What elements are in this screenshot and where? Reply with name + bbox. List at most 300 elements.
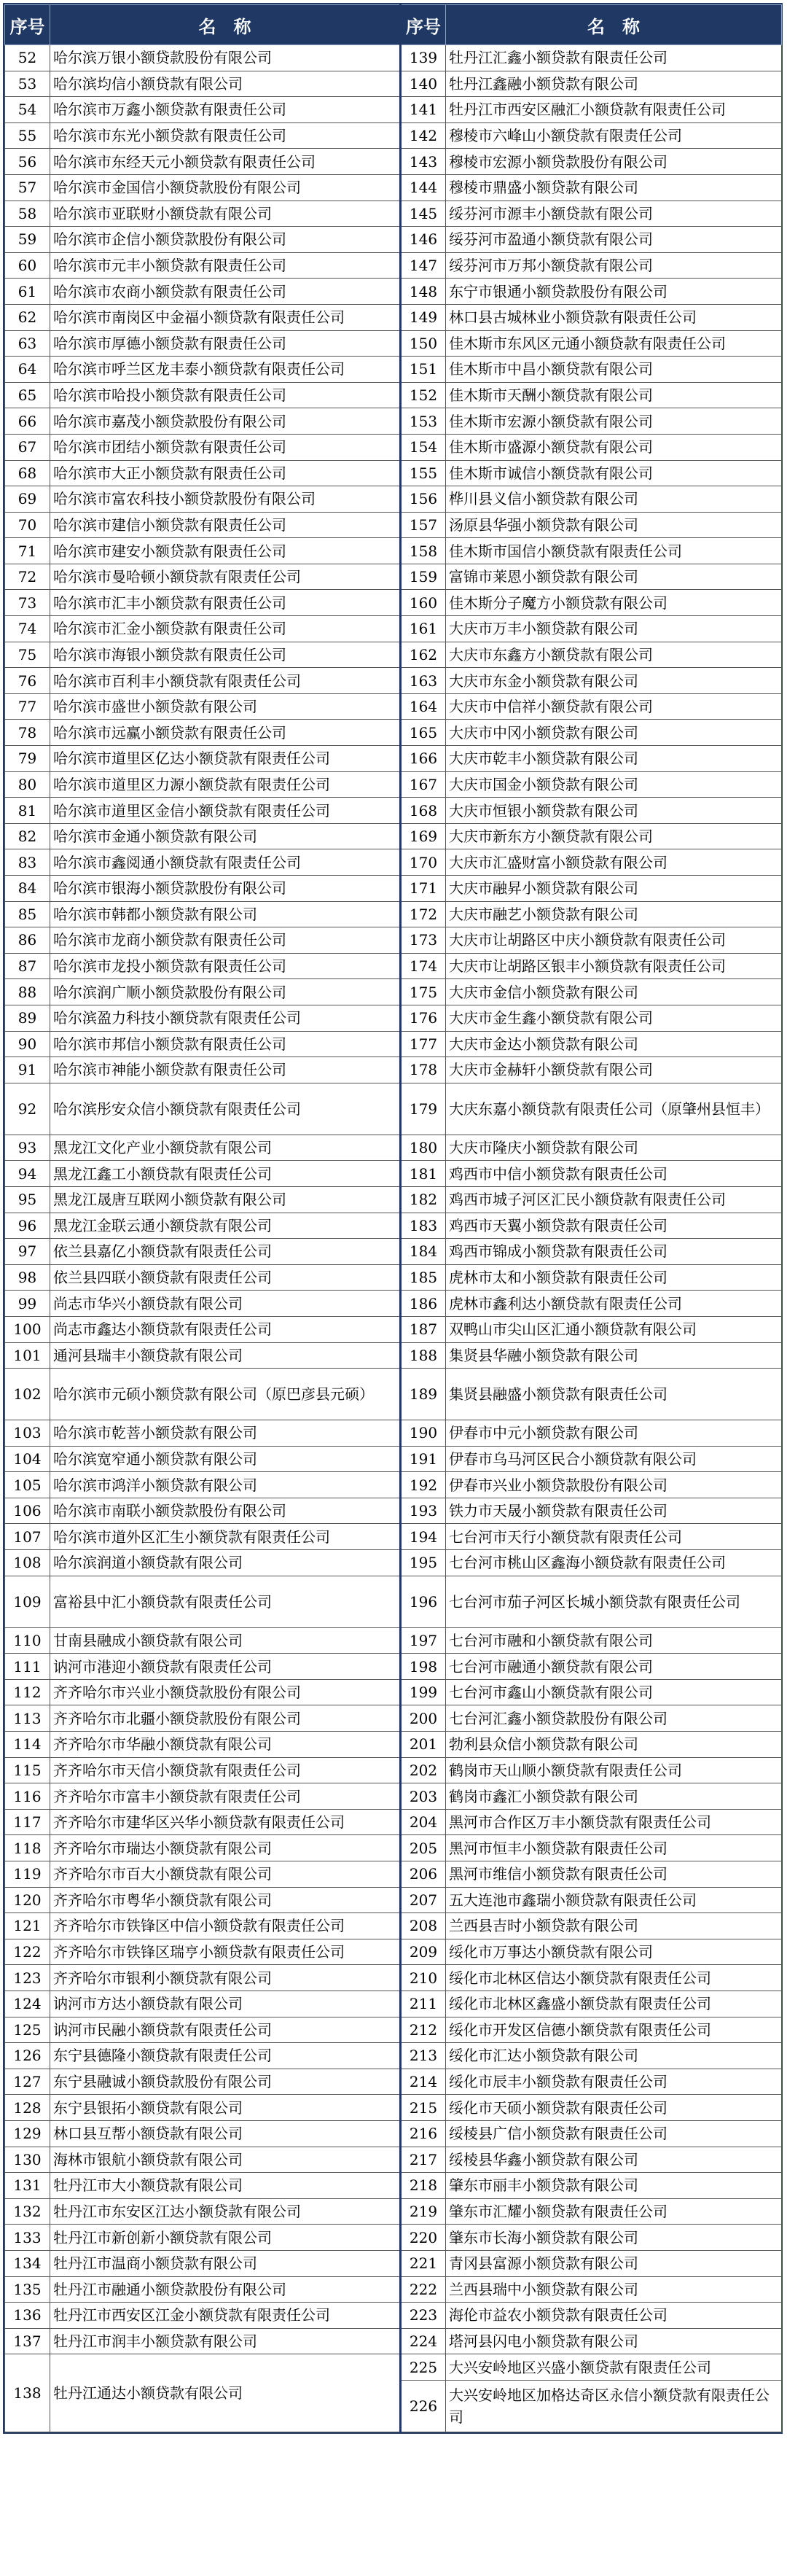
table-row	[5, 1057, 782, 1083]
table-row	[5, 2043, 782, 2069]
company-name: 哈尔滨市神能小额贷款有限责任公司	[50, 1057, 401, 1083]
row-number: 57	[5, 174, 50, 201]
table-row	[5, 1913, 782, 1939]
company-name: 七台河市天行小额贷款有限责任公司	[446, 1524, 782, 1550]
company-name: 牡丹江市融通小额贷款股份有限公司	[50, 2276, 401, 2303]
row-number: 155	[401, 460, 446, 486]
row-number: 131	[5, 2173, 50, 2199]
row-number: 115	[5, 1757, 50, 1783]
row-number: 214	[401, 2069, 446, 2095]
row-number: 144	[401, 174, 446, 201]
table-row	[5, 538, 782, 564]
company-name: 富裕县中汇小额贷款有限责任公司	[50, 1576, 401, 1627]
company-name: 齐齐哈尔市铁锋区中信小额贷款有限责任公司	[50, 1913, 401, 1939]
row-number: 201	[401, 1732, 446, 1758]
table-row	[5, 823, 782, 849]
row-number: 193	[401, 1498, 446, 1524]
company-name: 绥化市北林区信达小额贷款有限责任公司	[446, 1965, 782, 1991]
row-number: 203	[401, 1783, 446, 1810]
company-name: 哈尔滨市金国信小额贷款股份有限公司	[50, 174, 401, 201]
table-row	[5, 1809, 782, 1835]
company-name: 哈尔滨万银小额贷款股份有限公司	[50, 45, 401, 71]
company-name: 海伦市益农小额贷款有限责任公司	[446, 2303, 782, 2329]
company-name: 集贤县华融小额贷款有限公司	[446, 1342, 782, 1369]
company-name: 林口县互帮小额贷款有限公司	[50, 2120, 401, 2147]
row-number: 83	[5, 849, 50, 876]
row-number: 181	[401, 1161, 446, 1187]
table-row	[5, 1083, 782, 1135]
company-name: 哈尔滨市万鑫小额贷款有限责任公司	[50, 97, 401, 123]
company-name: 哈尔滨市富农科技小额贷款股份有限公司	[50, 486, 401, 513]
company-name: 哈尔滨彤安众信小额贷款有限责任公司	[50, 1083, 401, 1135]
company-name: 哈尔滨盈力科技小额贷款有限责任公司	[50, 1005, 401, 1031]
company-name: 穆棱市鼎盛小额贷款有限公司	[446, 174, 782, 201]
table-row	[5, 1732, 782, 1758]
company-name: 牡丹江市新创新小额贷款有限公司	[50, 2225, 401, 2251]
row-number: 78	[5, 720, 50, 746]
row-number: 202	[401, 1757, 446, 1783]
row-number: 191	[401, 1446, 446, 1472]
table-row	[5, 71, 782, 97]
company-name: 绥化市天硕小额贷款有限责任公司	[446, 2095, 782, 2121]
row-number: 162	[401, 642, 446, 668]
table-row	[5, 616, 782, 642]
row-number: 72	[5, 564, 50, 590]
row-number: 133	[5, 2225, 50, 2251]
company-name: 哈尔滨市银海小额贷款股份有限公司	[50, 876, 401, 902]
company-name: 大庆市中信祥小额贷款有限公司	[446, 693, 782, 720]
company-name: 哈尔滨市元硕小额贷款有限公司（原巴彦县元硕）	[50, 1369, 401, 1420]
row-number: 170	[401, 849, 446, 876]
table-row	[5, 1316, 782, 1342]
row-number: 128	[5, 2095, 50, 2121]
row-number: 100	[5, 1316, 50, 1342]
table-row	[5, 1887, 782, 1913]
row-number: 139	[401, 45, 446, 71]
company-name: 鹤岗市鑫汇小额贷款有限公司	[446, 1783, 782, 1810]
row-number: 192	[401, 1472, 446, 1498]
company-name: 林口县古城林业小额贷款有限责任公司	[446, 304, 782, 330]
row-number: 134	[5, 2250, 50, 2276]
company-name: 牡丹江市润丰小额贷款有限公司	[50, 2328, 401, 2354]
row-number: 140	[401, 71, 446, 97]
company-name: 哈尔滨宽窄通小额贷款有限公司	[50, 1446, 401, 1472]
row-number: 77	[5, 693, 50, 720]
table-row	[5, 408, 782, 435]
company-name: 哈尔滨市鑫阅通小额贷款有限责任公司	[50, 849, 401, 876]
row-number: 63	[5, 330, 50, 357]
company-name: 哈尔滨市嘉茂小额贷款股份有限公司	[50, 408, 401, 435]
row-number: 86	[5, 927, 50, 954]
company-name: 绥棱县广信小额贷款有限责任公司	[446, 2120, 782, 2147]
table-row	[5, 953, 782, 979]
row-number: 174	[401, 953, 446, 979]
row-number: 180	[401, 1135, 446, 1161]
company-name: 黑河市合作区万丰小额贷款有限责任公司	[446, 1809, 782, 1835]
company-name: 绥化市开发区信德小额贷款有限责任公司	[446, 2017, 782, 2043]
company-name: 哈尔滨市盛世小额贷款有限公司	[50, 693, 401, 720]
table-row	[5, 2095, 782, 2121]
row-number: 164	[401, 693, 446, 720]
row-number: 56	[5, 149, 50, 175]
row-number: 69	[5, 486, 50, 513]
company-name: 牡丹江市西安区融汇小额贷款有限责任公司	[446, 97, 782, 123]
company-name: 东宁县德隆小额贷款有限责任公司	[50, 2043, 401, 2069]
table-row	[5, 2069, 782, 2095]
row-number: 169	[401, 823, 446, 849]
row-number: 137	[5, 2328, 50, 2354]
table-row	[5, 2276, 782, 2303]
company-name: 哈尔滨市百利丰小额贷款有限责任公司	[50, 668, 401, 694]
company-name: 肇东市汇耀小额贷款有限责任公司	[446, 2198, 782, 2225]
company-name: 佳木斯分子魔方小额贷款有限公司	[446, 590, 782, 616]
company-name: 哈尔滨市金通小额贷款有限公司	[50, 823, 401, 849]
company-name: 桦川县义信小额贷款有限公司	[446, 486, 782, 513]
company-name: 大庆市金赫轩小额贷款有限公司	[446, 1057, 782, 1083]
table-row	[5, 771, 782, 798]
table-row	[5, 304, 782, 330]
row-number: 123	[5, 1965, 50, 1991]
company-name: 富锦市莱恩小额贷款有限公司	[446, 564, 782, 590]
row-number: 211	[401, 1991, 446, 2017]
table-row	[5, 2017, 782, 2043]
table-row	[5, 460, 782, 486]
table-row	[5, 1783, 782, 1810]
company-name: 五大连池市鑫瑞小额贷款有限责任公司	[446, 1887, 782, 1913]
company-name: 绥化市万事达小额贷款有限公司	[446, 1939, 782, 1965]
row-number: 60	[5, 252, 50, 279]
row-number: 126	[5, 2043, 50, 2069]
table-header	[5, 5, 782, 45]
company-name: 黑河市恒丰小额贷款有限责任公司	[446, 1835, 782, 1861]
company-name: 哈尔滨市团结小额贷款有限责任公司	[50, 434, 401, 460]
table-row	[5, 1239, 782, 1265]
company-name: 哈尔滨市元丰小额贷款有限责任公司	[50, 252, 401, 279]
row-number: 210	[401, 1965, 446, 1991]
company-name: 哈尔滨市曼哈顿小额贷款有限责任公司	[50, 564, 401, 590]
row-number: 149	[401, 304, 446, 330]
row-number: 220	[401, 2225, 446, 2251]
company-name: 大庆市汇盛财富小额贷款有限公司	[446, 849, 782, 876]
row-number: 122	[5, 1939, 50, 1965]
table-row	[5, 642, 782, 668]
company-name: 尚志市华兴小额贷款有限公司	[50, 1291, 401, 1317]
company-name: 哈尔滨市哈投小额贷款有限责任公司	[50, 382, 401, 408]
company-name: 齐齐哈尔市建华区兴华小额贷款有限责任公司	[50, 1809, 401, 1835]
table-row	[5, 1161, 782, 1187]
row-number: 152	[401, 382, 446, 408]
table-row	[5, 1213, 782, 1239]
company-name: 哈尔滨市亚联财小额贷款有限公司	[50, 201, 401, 227]
company-name: 大兴安岭地区加格达奇区永信小额贷款有限责任公司	[446, 2380, 782, 2432]
row-number: 121	[5, 1913, 50, 1939]
company-name: 大庆市让胡路区中庆小额贷款有限责任公司	[446, 927, 782, 954]
table-row	[5, 279, 782, 305]
company-name: 黑龙江金联云通小额贷款有限公司	[50, 1213, 401, 1239]
row-number: 66	[5, 408, 50, 435]
row-number: 101	[5, 1342, 50, 1369]
row-number: 209	[401, 1939, 446, 1965]
company-name: 哈尔滨市道里区金信小额贷款有限责任公司	[50, 798, 401, 824]
header-num-right: 序号	[401, 5, 446, 45]
row-number: 159	[401, 564, 446, 590]
row-number: 198	[401, 1654, 446, 1680]
company-name: 哈尔滨市韩都小额贷款有限公司	[50, 901, 401, 927]
table-row	[5, 1472, 782, 1498]
table-row	[5, 2328, 782, 2354]
company-name: 哈尔滨市乾菩小额贷款有限公司	[50, 1420, 401, 1447]
company-name: 齐齐哈尔市铁锋区瑞亨小额贷款有限责任公司	[50, 1939, 401, 1965]
table-row	[5, 486, 782, 513]
row-number: 79	[5, 746, 50, 772]
company-name: 七台河市鑫山小额贷款有限公司	[446, 1679, 782, 1705]
row-number: 75	[5, 642, 50, 668]
table-row	[5, 927, 782, 954]
company-name: 哈尔滨市南岗区中金福小额贷款有限责任公司	[50, 304, 401, 330]
company-name: 大庆市东金小额贷款有限公司	[446, 668, 782, 694]
company-name: 绥化市辰丰小额贷款有限责任公司	[446, 2069, 782, 2095]
row-number: 98	[5, 1264, 50, 1291]
company-name: 哈尔滨市道外区汇生小额贷款有限责任公司	[50, 1524, 401, 1550]
row-number: 138	[5, 2354, 50, 2432]
company-name: 哈尔滨市远赢小额贷款有限责任公司	[50, 720, 401, 746]
table-row	[5, 1420, 782, 1447]
table-row	[5, 122, 782, 149]
company-name: 齐齐哈尔市天信小额贷款有限责任公司	[50, 1757, 401, 1783]
company-name: 汤原县华强小额贷款有限公司	[446, 512, 782, 538]
row-number: 167	[401, 771, 446, 798]
header-name-right: 名 称	[446, 5, 782, 45]
row-number: 62	[5, 304, 50, 330]
company-name: 佳木斯市宏源小额贷款有限公司	[446, 408, 782, 435]
company-name: 哈尔滨润道小额贷款有限公司	[50, 1550, 401, 1576]
row-number: 194	[401, 1524, 446, 1550]
row-number: 218	[401, 2173, 446, 2199]
row-number: 130	[5, 2147, 50, 2173]
row-number: 158	[401, 538, 446, 564]
row-number: 171	[401, 876, 446, 902]
company-name: 黑龙江晟唐互联网小额贷款有限公司	[50, 1186, 401, 1213]
row-number: 199	[401, 1679, 446, 1705]
row-number: 112	[5, 1679, 50, 1705]
row-number: 141	[401, 97, 446, 123]
table-row	[5, 1965, 782, 1991]
company-name: 齐齐哈尔市兴业小额贷款股份有限公司	[50, 1679, 401, 1705]
company-name: 大庆市东鑫方小额贷款有限公司	[446, 642, 782, 668]
company-name: 绥芬河市源丰小额贷款有限公司	[446, 201, 782, 227]
company-name: 齐齐哈尔市百大小额贷款有限公司	[50, 1861, 401, 1888]
company-name: 大庆市让胡路区银丰小额贷款有限责任公司	[446, 953, 782, 979]
company-name: 讷河市港迎小额贷款有限责任公司	[50, 1654, 401, 1680]
company-name: 绥芬河市盈通小额贷款有限公司	[446, 227, 782, 253]
row-number: 225	[401, 2354, 446, 2381]
row-number: 70	[5, 512, 50, 538]
company-name: 东宁县银拓小额贷款有限公司	[50, 2095, 401, 2121]
table-row	[5, 2303, 782, 2329]
row-number: 82	[5, 823, 50, 849]
company-name: 鸡西市锦成小额贷款有限责任公司	[446, 1239, 782, 1265]
row-number: 160	[401, 590, 446, 616]
row-number: 166	[401, 746, 446, 772]
row-number: 151	[401, 357, 446, 383]
company-name: 通河县瑞丰小额贷款有限公司	[50, 1342, 401, 1369]
table-row	[5, 1342, 782, 1369]
row-number: 113	[5, 1705, 50, 1732]
table-row	[5, 1627, 782, 1654]
company-name: 哈尔滨市南联小额贷款股份有限公司	[50, 1498, 401, 1524]
table-row	[5, 1524, 782, 1550]
table-row	[5, 357, 782, 383]
company-name: 哈尔滨润广顺小额贷款股份有限公司	[50, 979, 401, 1005]
row-number: 97	[5, 1239, 50, 1265]
row-number: 148	[401, 279, 446, 305]
row-number: 184	[401, 1239, 446, 1265]
row-number: 186	[401, 1291, 446, 1317]
table-row	[5, 1186, 782, 1213]
company-name: 牡丹江市西安区江金小额贷款有限责任公司	[50, 2303, 401, 2329]
row-number: 223	[401, 2303, 446, 2329]
header-name-left: 名 称	[50, 5, 401, 45]
table-row	[5, 720, 782, 746]
row-number: 59	[5, 227, 50, 253]
row-number: 102	[5, 1369, 50, 1420]
table-row	[5, 901, 782, 927]
table-row	[5, 252, 782, 279]
row-number: 196	[401, 1576, 446, 1627]
row-number: 118	[5, 1835, 50, 1861]
company-name: 伊春市兴业小额贷款股份有限公司	[446, 1472, 782, 1498]
company-name: 牡丹江汇鑫小额贷款有限责任公司	[446, 45, 782, 71]
company-name: 大庆市恒银小额贷款有限公司	[446, 798, 782, 824]
row-number: 114	[5, 1732, 50, 1758]
row-number: 132	[5, 2198, 50, 2225]
company-name: 哈尔滨市农商小额贷款有限责任公司	[50, 279, 401, 305]
row-number: 80	[5, 771, 50, 798]
company-name: 绥棱县华鑫小额贷款有限公司	[446, 2147, 782, 2173]
company-name: 兰西县瑞中小额贷款有限公司	[446, 2276, 782, 2303]
company-name: 牡丹江市东安区江达小额贷款有限公司	[50, 2198, 401, 2225]
company-name: 齐齐哈尔市瑞达小额贷款有限公司	[50, 1835, 401, 1861]
company-name: 佳木斯市国信小额贷款有限责任公司	[446, 538, 782, 564]
row-number: 61	[5, 279, 50, 305]
table-row	[5, 1369, 782, 1420]
table-row	[5, 2173, 782, 2199]
row-number: 125	[5, 2017, 50, 2043]
company-name: 兰西县吉时小额贷款有限公司	[446, 1913, 782, 1939]
row-number: 124	[5, 1991, 50, 2017]
company-name: 鸡西市天翼小额贷款有限责任公司	[446, 1213, 782, 1239]
company-name: 牡丹江通达小额贷款有限公司	[50, 2354, 401, 2432]
company-name: 哈尔滨市道里区力源小额贷款有限责任公司	[50, 771, 401, 798]
table-row	[5, 1446, 782, 1472]
table-row	[5, 1576, 782, 1627]
row-number: 64	[5, 357, 50, 383]
row-number: 206	[401, 1861, 446, 1888]
company-name: 大庆市国金小额贷款有限公司	[446, 771, 782, 798]
company-name: 绥化市汇达小额贷款有限公司	[446, 2043, 782, 2069]
company-name: 七台河市融通小额贷款有限公司	[446, 1654, 782, 1680]
row-number: 110	[5, 1627, 50, 1654]
row-number: 84	[5, 876, 50, 902]
row-number: 54	[5, 97, 50, 123]
table-row	[5, 1705, 782, 1732]
row-number: 212	[401, 2017, 446, 2043]
row-number: 99	[5, 1291, 50, 1317]
row-number: 222	[401, 2276, 446, 2303]
table-row	[5, 2225, 782, 2251]
row-number: 168	[401, 798, 446, 824]
row-number: 127	[5, 2069, 50, 2095]
company-name: 齐齐哈尔市粤华小额贷款有限公司	[50, 1887, 401, 1913]
company-name: 哈尔滨均信小额贷款有限公司	[50, 71, 401, 97]
company-name: 依兰县四联小额贷款有限责任公司	[50, 1264, 401, 1291]
table-row	[5, 45, 782, 71]
company-name: 哈尔滨市汇金小额贷款有限责任公司	[50, 616, 401, 642]
row-number: 119	[5, 1861, 50, 1888]
row-number: 173	[401, 927, 446, 954]
table-row	[5, 2198, 782, 2225]
row-number: 183	[401, 1213, 446, 1239]
company-name: 七台河市茄子河区长城小额贷款有限责任公司	[446, 1576, 782, 1627]
company-name: 依兰县嘉亿小额贷款有限责任公司	[50, 1239, 401, 1265]
table-row	[5, 227, 782, 253]
row-number: 219	[401, 2198, 446, 2225]
row-number: 224	[401, 2328, 446, 2354]
company-name: 哈尔滨市龙商小额贷款有限责任公司	[50, 927, 401, 954]
company-name: 勃利县众信小额贷款有限公司	[446, 1732, 782, 1758]
table-row	[5, 1031, 782, 1057]
company-name: 绥芬河市万邦小额贷款有限公司	[446, 252, 782, 279]
table-row	[5, 668, 782, 694]
row-number: 156	[401, 486, 446, 513]
row-number: 205	[401, 1835, 446, 1861]
row-number: 157	[401, 512, 446, 538]
table-row	[5, 2120, 782, 2147]
company-name: 七台河汇鑫小额贷款股份有限公司	[446, 1705, 782, 1732]
row-number: 145	[401, 201, 446, 227]
company-name: 哈尔滨市厚德小额贷款有限责任公司	[50, 330, 401, 357]
company-name: 佳木斯市东风区元通小额贷款有限责任公司	[446, 330, 782, 357]
table-row	[5, 1654, 782, 1680]
row-number: 185	[401, 1264, 446, 1291]
company-name: 甘南县融成小额贷款有限公司	[50, 1627, 401, 1654]
row-number: 221	[401, 2250, 446, 2276]
row-number: 147	[401, 252, 446, 279]
row-number: 189	[401, 1369, 446, 1420]
table-row	[5, 201, 782, 227]
company-name: 穆棱市宏源小额贷款股份有限公司	[446, 149, 782, 175]
table-row	[5, 564, 782, 590]
company-name: 哈尔滨市建信小额贷款有限责任公司	[50, 512, 401, 538]
company-name: 黑龙江鑫工小额贷款有限责任公司	[50, 1161, 401, 1187]
row-number: 74	[5, 616, 50, 642]
row-number: 208	[401, 1913, 446, 1939]
company-name: 哈尔滨市建安小额贷款有限责任公司	[50, 538, 401, 564]
row-number: 107	[5, 1524, 50, 1550]
row-number: 195	[401, 1550, 446, 1576]
table-row	[5, 1498, 782, 1524]
row-number: 154	[401, 434, 446, 460]
row-number: 111	[5, 1654, 50, 1680]
company-name: 海林市银航小额贷款有限公司	[50, 2147, 401, 2173]
company-name: 鸡西市中信小额贷款有限责任公司	[446, 1161, 782, 1187]
row-number: 226	[401, 2380, 446, 2432]
row-number: 204	[401, 1809, 446, 1835]
row-number: 188	[401, 1342, 446, 1369]
row-number: 95	[5, 1186, 50, 1213]
row-number: 143	[401, 149, 446, 175]
row-number: 58	[5, 201, 50, 227]
